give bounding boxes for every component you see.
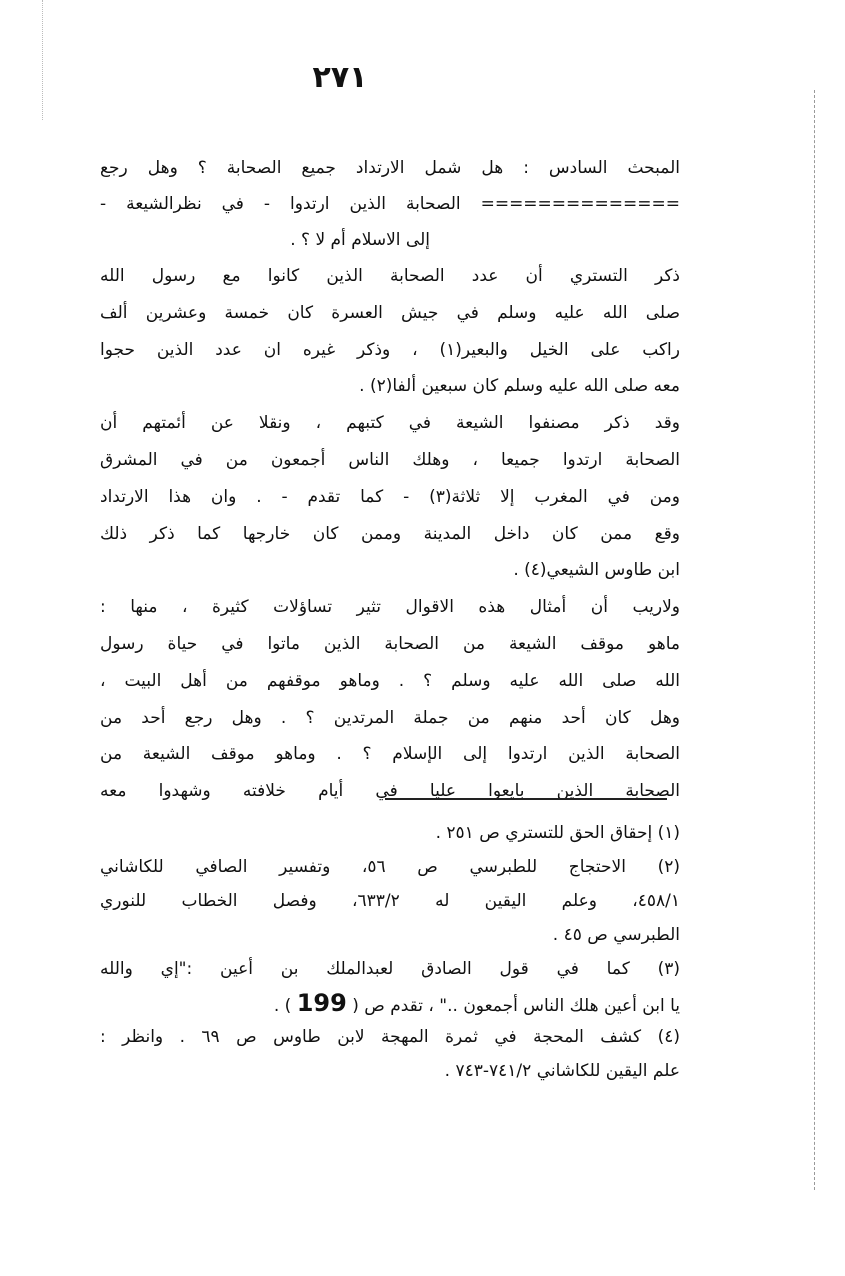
footnote-text: يا ابن أعين هلك الناس أجمعون .." ، تقدم ص ( bbox=[352, 996, 680, 1016]
heading-line: المبحث السادس : هل شمل الارتداد جميع الصحابة ؟ وهل رجع bbox=[100, 158, 680, 178]
scan-edge-left bbox=[42, 0, 43, 120]
body-line: ولاريب أن أمثال هذه الاقوال تثير تساؤلات كثيرة ، منها : bbox=[100, 597, 680, 618]
body-line: ابن طاوس الشيعي(٤) . bbox=[513, 560, 680, 581]
heading-line: إلى الاسلام أم لا ؟ . bbox=[290, 230, 430, 250]
body-line: صلى الله عليه وسلم في جيش العسرة كان خمسة وعشرين ألف bbox=[100, 302, 680, 323]
footnote-divider bbox=[385, 798, 667, 800]
footnote-line-with-ref bbox=[100, 986, 680, 1020]
body-line: راكب على الخيل والبعير(١) ، وذكر غيره ان عدد الذين حجوا bbox=[100, 339, 680, 360]
footnote-line: الطبرسي ص ٤٥ . bbox=[552, 925, 680, 945]
body-line: ومن في المغرب إلا ثلاثة(٣) - كما تقدم - . وان هذا الارتداد bbox=[100, 486, 680, 507]
body-line: الله صلى الله عليه وسلم ؟ . وماهو موقفهم من أهل البيت ، bbox=[100, 670, 680, 691]
body-paragraphs bbox=[100, 258, 680, 810]
body-line: معه صلى الله عليه وسلم كان سبعين ألفا(٢) . bbox=[359, 376, 680, 397]
body-line: الصحابة ارتدوا جميعا ، وهلك الناس أجمعون من في المشرق bbox=[100, 449, 680, 470]
section-heading bbox=[100, 150, 680, 258]
body-line: ذكر التستري أن عدد الصحابة الذين كانوا مع رسول الله bbox=[100, 266, 680, 286]
footnote-line: (١) إحقاق الحق للتستري ص ٢٥١ . bbox=[435, 823, 680, 843]
footnote-line: ٤٥٨/١، وعلم اليقين له ٦٣٣/٢، وفصل الخطاب للنوري bbox=[100, 891, 680, 911]
body-line: وهل كان أحد منهم من جملة المرتدين ؟ . وهل رجع أحد من bbox=[100, 707, 680, 728]
body-line: وقد ذكر مصنفوا الشيعة في كتبهم ، ونقلا عن أئمتهم أن bbox=[100, 413, 680, 434]
footnote-line: (٣) كما في قول الصادق لعبدالملك بن أعين :"إي والله bbox=[100, 959, 680, 979]
handwritten-page-ref: 199 bbox=[296, 989, 347, 1017]
footnote-line: (٤) كشف المحجة في ثمرة المهجة لابن طاوس ص ٦٩ . وانظر : bbox=[100, 1027, 680, 1047]
page-number: ٢٧١ bbox=[312, 60, 368, 95]
body-line: الصحابة الذين بايعوا عليا في أيام خلافته وشهدوا معه bbox=[100, 781, 680, 802]
footnote-line: علم اليقين للكاشاني ٧٤١/٢-٧٤٣ . bbox=[444, 1061, 680, 1081]
body-line: ماهو موقف الشيعة من الصحابة الذين ماتوا في حياة رسول bbox=[100, 633, 680, 654]
footnote-line: (٢) الاحتجاج للطبرسي ص ٥٦، وتفسير الصافي للكاشاني bbox=[100, 857, 680, 877]
scan-edge-right bbox=[814, 90, 815, 1190]
body-line: وقع ممن كان داخل المدينة وممن كان خارجها كما ذكر ذلك bbox=[100, 523, 680, 544]
heading-line: ============== الصحابة الذين ارتدوا - في نظرالشيعة - bbox=[100, 194, 680, 214]
footnote-closing: ) . bbox=[273, 996, 292, 1016]
footnotes bbox=[100, 816, 680, 1088]
body-line: الصحابة الذين ارتدوا إلى الإسلام ؟ . وماهو موقف الشيعة من bbox=[100, 744, 680, 765]
